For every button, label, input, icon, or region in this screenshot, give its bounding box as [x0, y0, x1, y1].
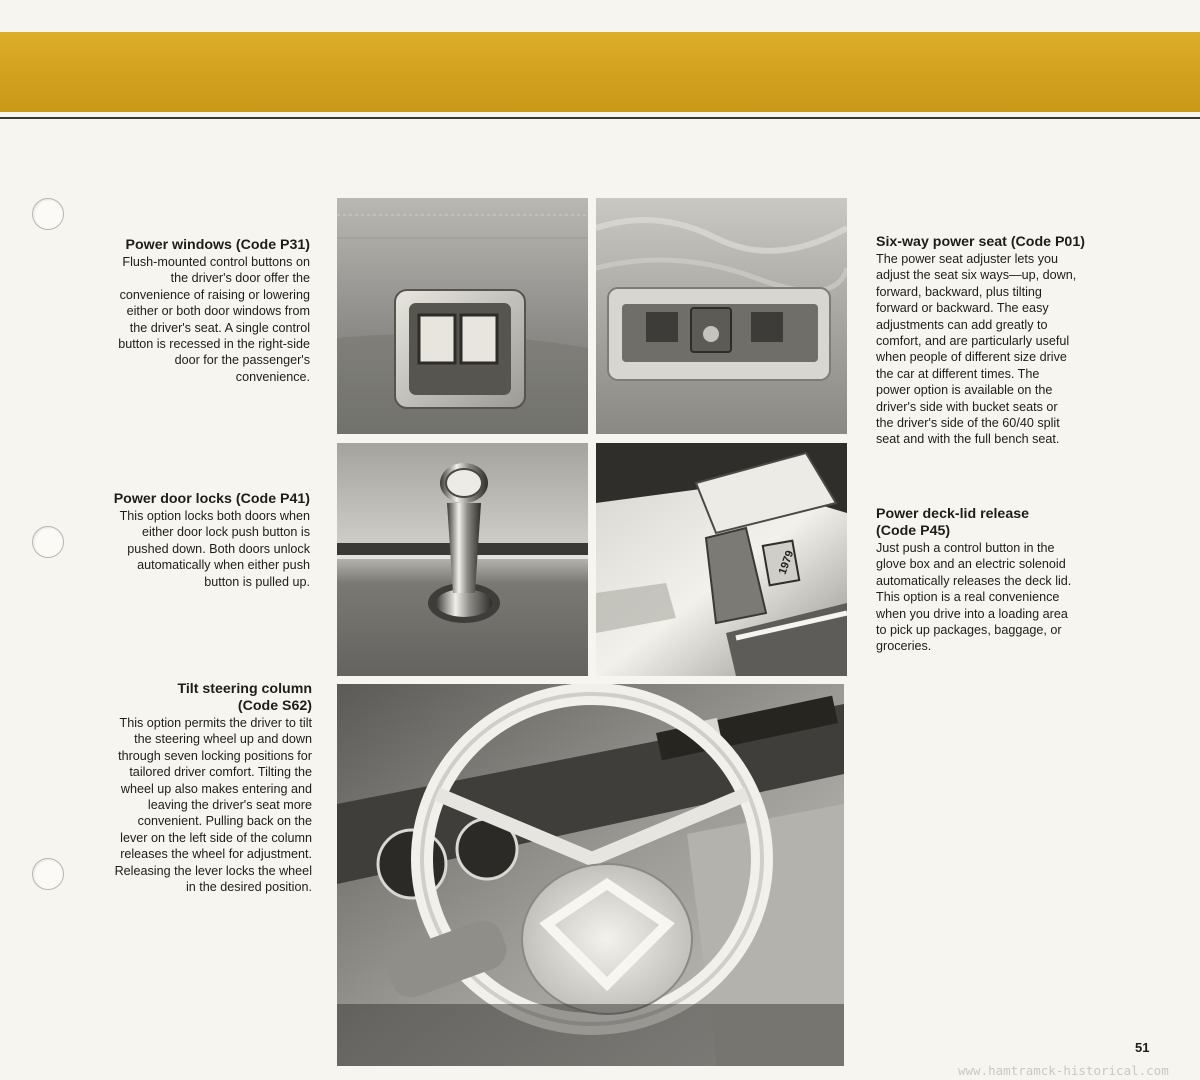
deck-lid-line-6: to pick up packages, baggage, or: [876, 623, 1062, 638]
power-window-switch-photo: [337, 198, 588, 434]
binder-hole-top: [32, 198, 64, 230]
tilt-steering-block: [40, 681, 312, 895]
power-windows-line-7: door for the passenger's: [174, 353, 310, 368]
deck-lid-block: [876, 506, 1176, 655]
power-windows-line-8: convenience.: [235, 369, 310, 384]
license-plate-text: 1979: [776, 549, 797, 577]
watermark: www.hamtramck-historical.com: [958, 1063, 1169, 1078]
page-number: 51: [1135, 1040, 1150, 1055]
power-windows-line-6: button is recessed in the right-side: [118, 337, 310, 352]
deck-lid-line-3: automatically releases the deck lid.: [876, 573, 1072, 588]
power-seat-title: Six-way power seat (Code P01): [876, 234, 1085, 250]
power-door-locks-line-2: either door lock push button is: [141, 525, 310, 540]
header-rule: [0, 117, 1200, 119]
power-seat-line-5: adjustments can add greatly to: [876, 317, 1048, 332]
tilt-steering-line-3: through seven locking positions for: [118, 748, 312, 763]
tilt-steering-line-5: wheel up also makes entering and: [120, 781, 312, 796]
power-windows-title: Power windows (Code P31): [125, 237, 310, 253]
power-seat-line-4: forward or backward. The easy: [876, 301, 1049, 316]
power-seat-line-1: The power seat adjuster lets you: [876, 252, 1059, 266]
tilt-steering-line-6: leaving the driver's seat more: [147, 798, 312, 813]
power-door-locks-block: [40, 491, 310, 590]
power-door-locks-line-5: button is pulled up.: [204, 574, 310, 589]
power-seat-line-7: when people of different size drive: [876, 350, 1067, 365]
deck-lid-title-1: Power deck-lid release: [876, 506, 1029, 522]
power-seat-line-11: the driver's side of the 60/40 split: [876, 416, 1060, 431]
power-seat-block: [876, 234, 1176, 448]
tilt-steering-line-10: Releasing the lever locks the wheel: [114, 863, 312, 878]
tilt-steering-line-8: lever on the left side of the column: [120, 830, 312, 845]
deck-lid-line-7: groceries.: [876, 639, 932, 654]
deck-lid-line-5: when you drive into a loading area: [876, 606, 1068, 621]
power-seat-line-9: power option is available on the: [876, 383, 1053, 398]
tilt-steering-photo: [337, 684, 844, 1066]
power-windows-block: [40, 237, 310, 385]
tilt-steering-line-9: releases the wheel for adjustment.: [120, 847, 312, 862]
power-seat-line-6: comfort, and are particularly useful: [876, 334, 1070, 349]
power-seat-switch-image: [596, 198, 847, 434]
deck-lid-line-2: glove box and an electric solenoid: [876, 557, 1066, 572]
deck-lid-title-2: (Code P45): [876, 523, 951, 539]
tilt-steering-line-11: in the desired position.: [185, 880, 312, 895]
power-door-locks-line-4: automatically when either push: [137, 558, 310, 573]
door-lock-knob-photo: [337, 443, 588, 676]
deck-lid-line-4: This option is a real convenience: [876, 590, 1060, 605]
power-seat-line-8: the car at different times. The: [876, 366, 1040, 381]
power-seat-line-10: driver's side with bucket seats or: [876, 399, 1058, 414]
power-windows-line-1: Flush-mounted control buttons on: [122, 255, 310, 269]
tilt-steering-line-7: convenient. Pulling back on the: [137, 814, 312, 829]
power-seat-line-12: seat and with the full bench seat.: [876, 432, 1060, 447]
tilt-steering-title-1: Tilt steering column: [177, 681, 312, 697]
tilt-steering-title-2: (Code S62): [237, 698, 312, 714]
power-window-switch-image: [337, 198, 588, 434]
power-door-locks-title: Power door locks (Code P41): [113, 491, 310, 507]
deck-lid-line-1: Just push a control button in the: [876, 541, 1055, 555]
power-door-locks-line-1: This option locks both doors when: [119, 509, 310, 523]
tilt-steering-line-1: This option permits the driver to tilt: [119, 716, 312, 730]
power-seat-line-2: adjust the seat six ways—up, down,: [876, 268, 1077, 283]
tilt-steering-line-2: the steering wheel up and down: [134, 732, 312, 747]
power-seat-switch-photo: [596, 198, 847, 434]
power-windows-line-2: the driver's door offer the: [170, 271, 310, 286]
power-door-locks-line-3: pushed down. Both doors unlock: [127, 541, 310, 556]
deck-lid-release-photo: [596, 443, 847, 676]
power-windows-line-4: either or both door windows from: [126, 304, 310, 319]
power-windows-line-3: convenience of raising or lowering: [119, 287, 310, 302]
tilt-steering-image: [337, 684, 844, 1066]
power-seat-line-3: forward, backward, plus tilting: [876, 284, 1042, 299]
power-windows-line-5: the driver's seat. A single control: [129, 320, 310, 335]
tilt-steering-line-4: tailored driver comfort. Tilting the: [129, 765, 312, 780]
deck-lid-release-image: [596, 443, 847, 676]
header-color-band: [0, 32, 1200, 112]
door-lock-knob-image: [337, 443, 588, 676]
